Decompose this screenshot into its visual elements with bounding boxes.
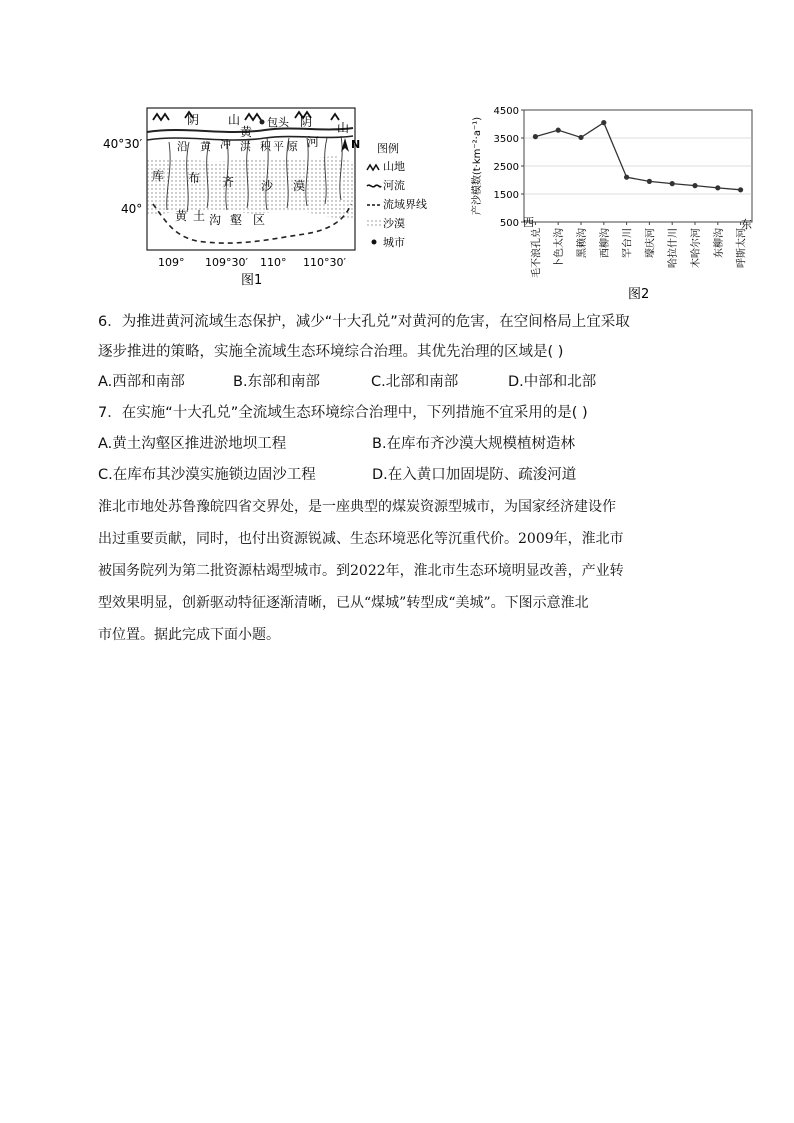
passage-line-5: 市位置。据此完成下面小题。 (98, 627, 280, 643)
chart-x-tick-label: 罕台川 (622, 228, 634, 258)
legend-label-city: 城市 (383, 236, 405, 249)
city-icon (372, 240, 377, 245)
legend-label-mountain: 山地 (383, 160, 405, 173)
chart-point (647, 179, 652, 184)
label-yin-2: 阴 (300, 115, 313, 129)
label-loess-3: 沟 (209, 213, 222, 227)
label-plain-3: 冲 (220, 138, 231, 151)
q6-option-d[interactable]: D.中部和北部 (508, 374, 597, 390)
label-he: 河 (307, 135, 320, 149)
chart-y-tick-label: 2500 (493, 162, 519, 173)
q7-option-c[interactable]: C.在库布其沙漠实施锁边固沙工程 (98, 467, 316, 483)
lon-label-109: 109° (158, 256, 185, 269)
figure2-line-chart (460, 100, 760, 305)
label-desert-5: 漠 (293, 179, 306, 193)
chart-west-label: 西 (523, 216, 534, 229)
passage-line-3: 被国务院列为第二批资源枯竭型城市。到2022年，淮北市生态环境明显改善，产业转 (98, 563, 624, 579)
q6-line2: 逐步推进的策略，实施全流域生态环境综合治理。其优先治理的区域是( ) (98, 344, 564, 360)
passage-line-2: 出过重要贡献，同时，也付出资源锐减、生态环境恶化等沉重代价。2009年，淮北市 (98, 531, 624, 547)
lon-label-110: 110° (260, 256, 287, 269)
label-plain-4: 洪 (240, 140, 251, 153)
q6-line1: 6．为推进黄河流域生态保护，减少“十大孔兑”对黄河的危害，在空间格局上宜采取 (98, 314, 630, 330)
legend-title: 图例 (377, 142, 399, 155)
label-huang: 黄 (240, 125, 253, 139)
chart-point (624, 175, 629, 180)
chart-series-line (535, 123, 740, 190)
chart-x-tick-label: 木哈尔河 (691, 228, 702, 268)
passage-line-4: 型效果明显，创新驱动特征逐渐清晰，已从“煤城”转型成“美城”。下图示意淮北 (98, 595, 589, 611)
label-loess-5: 区 (253, 213, 266, 227)
label-plain-1: 沿 (177, 140, 188, 153)
label-desert-1: 库 (152, 169, 165, 183)
chart-y-tick-label: 4500 (493, 106, 519, 117)
map-legend (367, 141, 427, 249)
label-baotou: 包头 (267, 116, 289, 129)
label-plain-2: 黄 (200, 140, 211, 153)
label-desert-2: 布 (188, 171, 201, 185)
chart-y-tick-label: 1500 (493, 190, 519, 201)
chart-point (715, 185, 720, 190)
desert-icon (367, 219, 381, 227)
label-shan-2: 山 (337, 121, 350, 135)
chart-point (533, 134, 538, 139)
chart-point (601, 120, 606, 125)
q6-option-c[interactable]: C.北部和南部 (371, 374, 459, 390)
q6-option-b[interactable]: B.东部和南部 (233, 374, 321, 390)
chart-x-tick-label: 呼斯太河 (736, 228, 748, 268)
label-yin-1: 阴 (187, 113, 200, 127)
chart-point (556, 128, 561, 133)
city-baotou-marker (260, 120, 265, 125)
q7-option-b[interactable]: B.在库布齐沙漠大规模植树造林 (372, 436, 576, 452)
label-shan-1: 山 (228, 113, 241, 127)
legend-label-boundary: 流域界线 (383, 198, 427, 211)
chart-y-tick-label: 500 (499, 218, 519, 229)
label-loess-1: 黄 (175, 209, 188, 223)
label-loess-2: 土 (193, 209, 206, 223)
chart-x-tick-label: 毛不浪孔兑 (531, 228, 543, 278)
chart-x-tick-label: 西柳沟 (599, 228, 611, 258)
chart-point (738, 187, 743, 192)
legend-label-desert: 沙漠 (383, 217, 405, 230)
q7-option-d[interactable]: D.在入黄口加固堤防、疏浚河道 (372, 467, 577, 483)
figure1-map (95, 100, 435, 300)
chart-point (578, 135, 583, 140)
chart-x-tick-label: 壕庆河 (645, 228, 657, 258)
label-desert-4: 沙 (261, 179, 274, 193)
chart-x-tick-label: 黑赖沟 (577, 228, 588, 258)
label-desert-3: 齐 (222, 175, 235, 189)
chart-point (670, 181, 675, 186)
label-north: N (351, 138, 361, 151)
mountain-icon (367, 165, 379, 170)
q7-line1: 7．在实施“十大孔兑”全流域生态环境综合治理中，下列措施不宜采用的是( ) (98, 405, 588, 421)
legend-label-river: 河流 (383, 179, 405, 192)
lat-label-40: 40° (121, 202, 143, 216)
chart-caption: 图2 (628, 287, 650, 302)
label-loess-4: 壑 (230, 213, 243, 227)
q7-option-a[interactable]: A.黄土沟壑区推进淤地坝工程 (98, 436, 287, 452)
figure1-caption: 图1 (241, 273, 263, 288)
lon-label-11030: 110°30′ (303, 256, 346, 269)
river-icon (367, 185, 381, 187)
chart-east-label: 东 (741, 218, 752, 231)
chart-x-tick-label: 卜色太沟 (554, 228, 566, 268)
label-plain-5: 积 (260, 140, 271, 153)
chart-x-tick-label: 哈拉什川 (668, 228, 680, 268)
chart-y-tick-label: 3500 (493, 134, 519, 145)
passage-line-1: 淮北市地处苏鲁豫皖四省交界处，是一座典型的煤炭资源型城市，为国家经济建设作 (98, 499, 616, 515)
chart-point (692, 183, 697, 188)
q6-option-a[interactable]: A.西部和南部 (98, 374, 185, 390)
label-plain-6: 平 (273, 140, 284, 153)
lon-label-10930: 109°30′ (205, 256, 248, 269)
chart-y-axis-label: 产沙模数(t·km⁻²·a⁻¹) (472, 116, 483, 216)
lat-label-4030: 40°30′ (103, 137, 143, 151)
chart-x-tick-label: 东柳沟 (713, 228, 725, 258)
label-plain-7: 原 (287, 140, 298, 153)
